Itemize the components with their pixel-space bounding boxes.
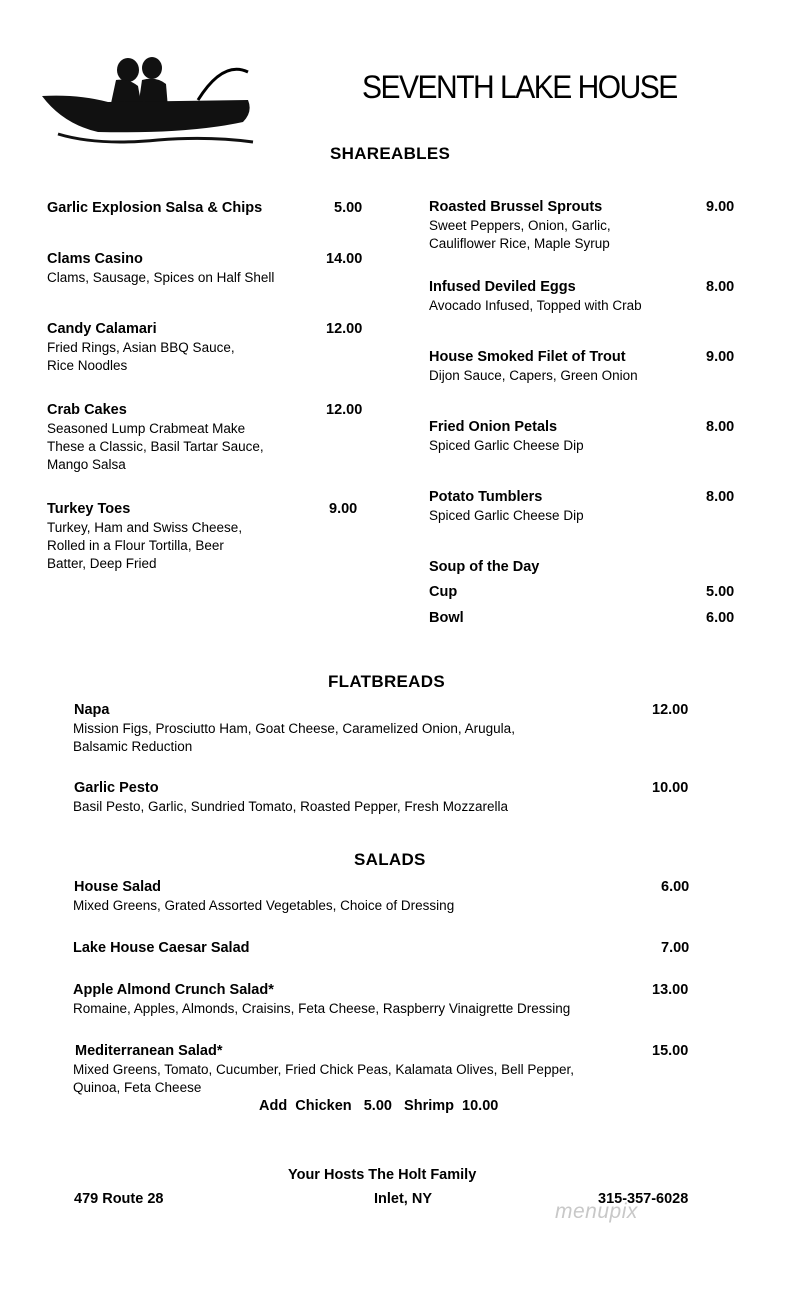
item-name: House Smoked Filet of Trout (429, 349, 626, 365)
item-desc: Quinoa, Feta Cheese (73, 1080, 202, 1095)
item-name: Apple Almond Crunch Salad* (73, 982, 274, 998)
item-price: 10.00 (652, 780, 689, 796)
logo (38, 50, 263, 150)
item-desc: Cauliflower Rice, Maple Syrup (429, 236, 610, 251)
item-name: Napa (74, 702, 110, 718)
item-desc: Dijon Sauce, Capers, Green Onion (429, 368, 638, 383)
item-name: House Salad (74, 879, 162, 895)
item-desc: Batter, Deep Fried (47, 556, 157, 571)
item-name: Lake House Caesar Salad (73, 940, 250, 956)
soup-cup-price: 5.00 (706, 584, 735, 600)
item-name: Fried Onion Petals (429, 419, 558, 435)
item-desc: Mixed Greens, Grated Assorted Vegetables, Choice of Dressing (73, 898, 455, 913)
item-price: 7.00 (661, 940, 690, 956)
item-price: 8.00 (706, 279, 735, 295)
item-desc: Sweet Peppers, Onion, Garlic, (429, 218, 611, 233)
item-name: Garlic Explosion Salsa & Chips (47, 200, 263, 216)
item-name: Clams Casino (47, 251, 143, 267)
item-name: Candy Calamari (47, 321, 157, 337)
soup-bowl-price: 6.00 (706, 610, 735, 626)
soup-cup-label: Cup (429, 584, 458, 600)
item-name: Potato Tumblers (429, 489, 543, 505)
item-name: Crab Cakes (47, 402, 127, 418)
item-desc: Mango Salsa (47, 457, 126, 472)
item-price: 13.00 (652, 982, 689, 998)
city: Inlet, NY (374, 1191, 433, 1207)
item-price: 8.00 (706, 489, 735, 505)
item-desc: Spiced Garlic Cheese Dip (429, 508, 584, 523)
soup-bowl-label: Bowl (429, 610, 464, 626)
shareables-heading: SHAREABLES (330, 144, 451, 163)
item-desc: Mixed Greens, Tomato, Cucumber, Fried Chick Peas, Kalamata Olives, Bell Pepper, (73, 1062, 574, 1077)
item-price: 12.00 (326, 321, 363, 337)
flatbreads-heading: FLATBREADS (328, 672, 445, 691)
item-price: 12.00 (326, 402, 363, 418)
item-desc: Turkey, Ham and Swiss Cheese, (47, 520, 243, 535)
hosts-line: Your Hosts The Holt Family (288, 1167, 477, 1183)
item-name: Roasted Brussel Sprouts (429, 199, 603, 215)
item-desc: Balsamic Reduction (73, 739, 193, 754)
item-desc: Avocado Infused, Topped with Crab (429, 298, 642, 313)
item-price: 15.00 (652, 1043, 689, 1059)
item-name: Mediterranean Salad* (75, 1043, 223, 1059)
item-name: Infused Deviled Eggs (429, 279, 576, 295)
item-desc: Seasoned Lump Crabmeat Make (47, 421, 246, 436)
item-desc: Fried Rings, Asian BBQ Sauce, (47, 340, 235, 355)
item-name: Garlic Pesto (74, 780, 159, 796)
page-title: SEVENTH LAKE HOUSE (362, 70, 677, 106)
item-price: 9.00 (706, 199, 735, 215)
item-desc: Spiced Garlic Cheese Dip (429, 438, 584, 453)
salad-addons: Add Chicken 5.00 Shrimp 10.00 (259, 1098, 499, 1114)
watermark: menupix (555, 1200, 638, 1223)
item-price: 5.00 (334, 200, 363, 216)
item-price: 12.00 (652, 702, 689, 718)
item-price: 14.00 (326, 251, 363, 267)
item-desc: Basil Pesto, Garlic, Sundried Tomato, Roasted Pepper, Fresh Mozzarella (73, 799, 508, 814)
address: 479 Route 28 (74, 1191, 164, 1207)
item-desc: Rice Noodles (47, 358, 128, 373)
item-desc: Clams, Sausage, Spices on Half Shell (47, 270, 275, 285)
item-desc: Mission Figs, Prosciutto Ham, Goat Cheese, Caramelized Onion, Arugula, (73, 721, 515, 736)
item-price: 6.00 (661, 879, 690, 895)
soup-name: Soup of the Day (429, 559, 540, 575)
item-name: Turkey Toes (47, 501, 131, 517)
item-desc: Rolled in a Flour Tortilla, Beer (47, 538, 224, 553)
phone: 315-357-6028 (598, 1191, 689, 1207)
boat-couple-logo-icon (38, 50, 263, 150)
item-desc: These a Classic, Basil Tartar Sauce, (47, 439, 264, 454)
item-price: 8.00 (706, 419, 735, 435)
item-desc: Romaine, Apples, Almonds, Craisins, Feta Cheese, Raspberry Vinaigrette Dressing (73, 1001, 571, 1016)
item-price: 9.00 (329, 501, 358, 517)
item-price: 9.00 (706, 349, 735, 365)
salads-heading: SALADS (354, 850, 426, 869)
